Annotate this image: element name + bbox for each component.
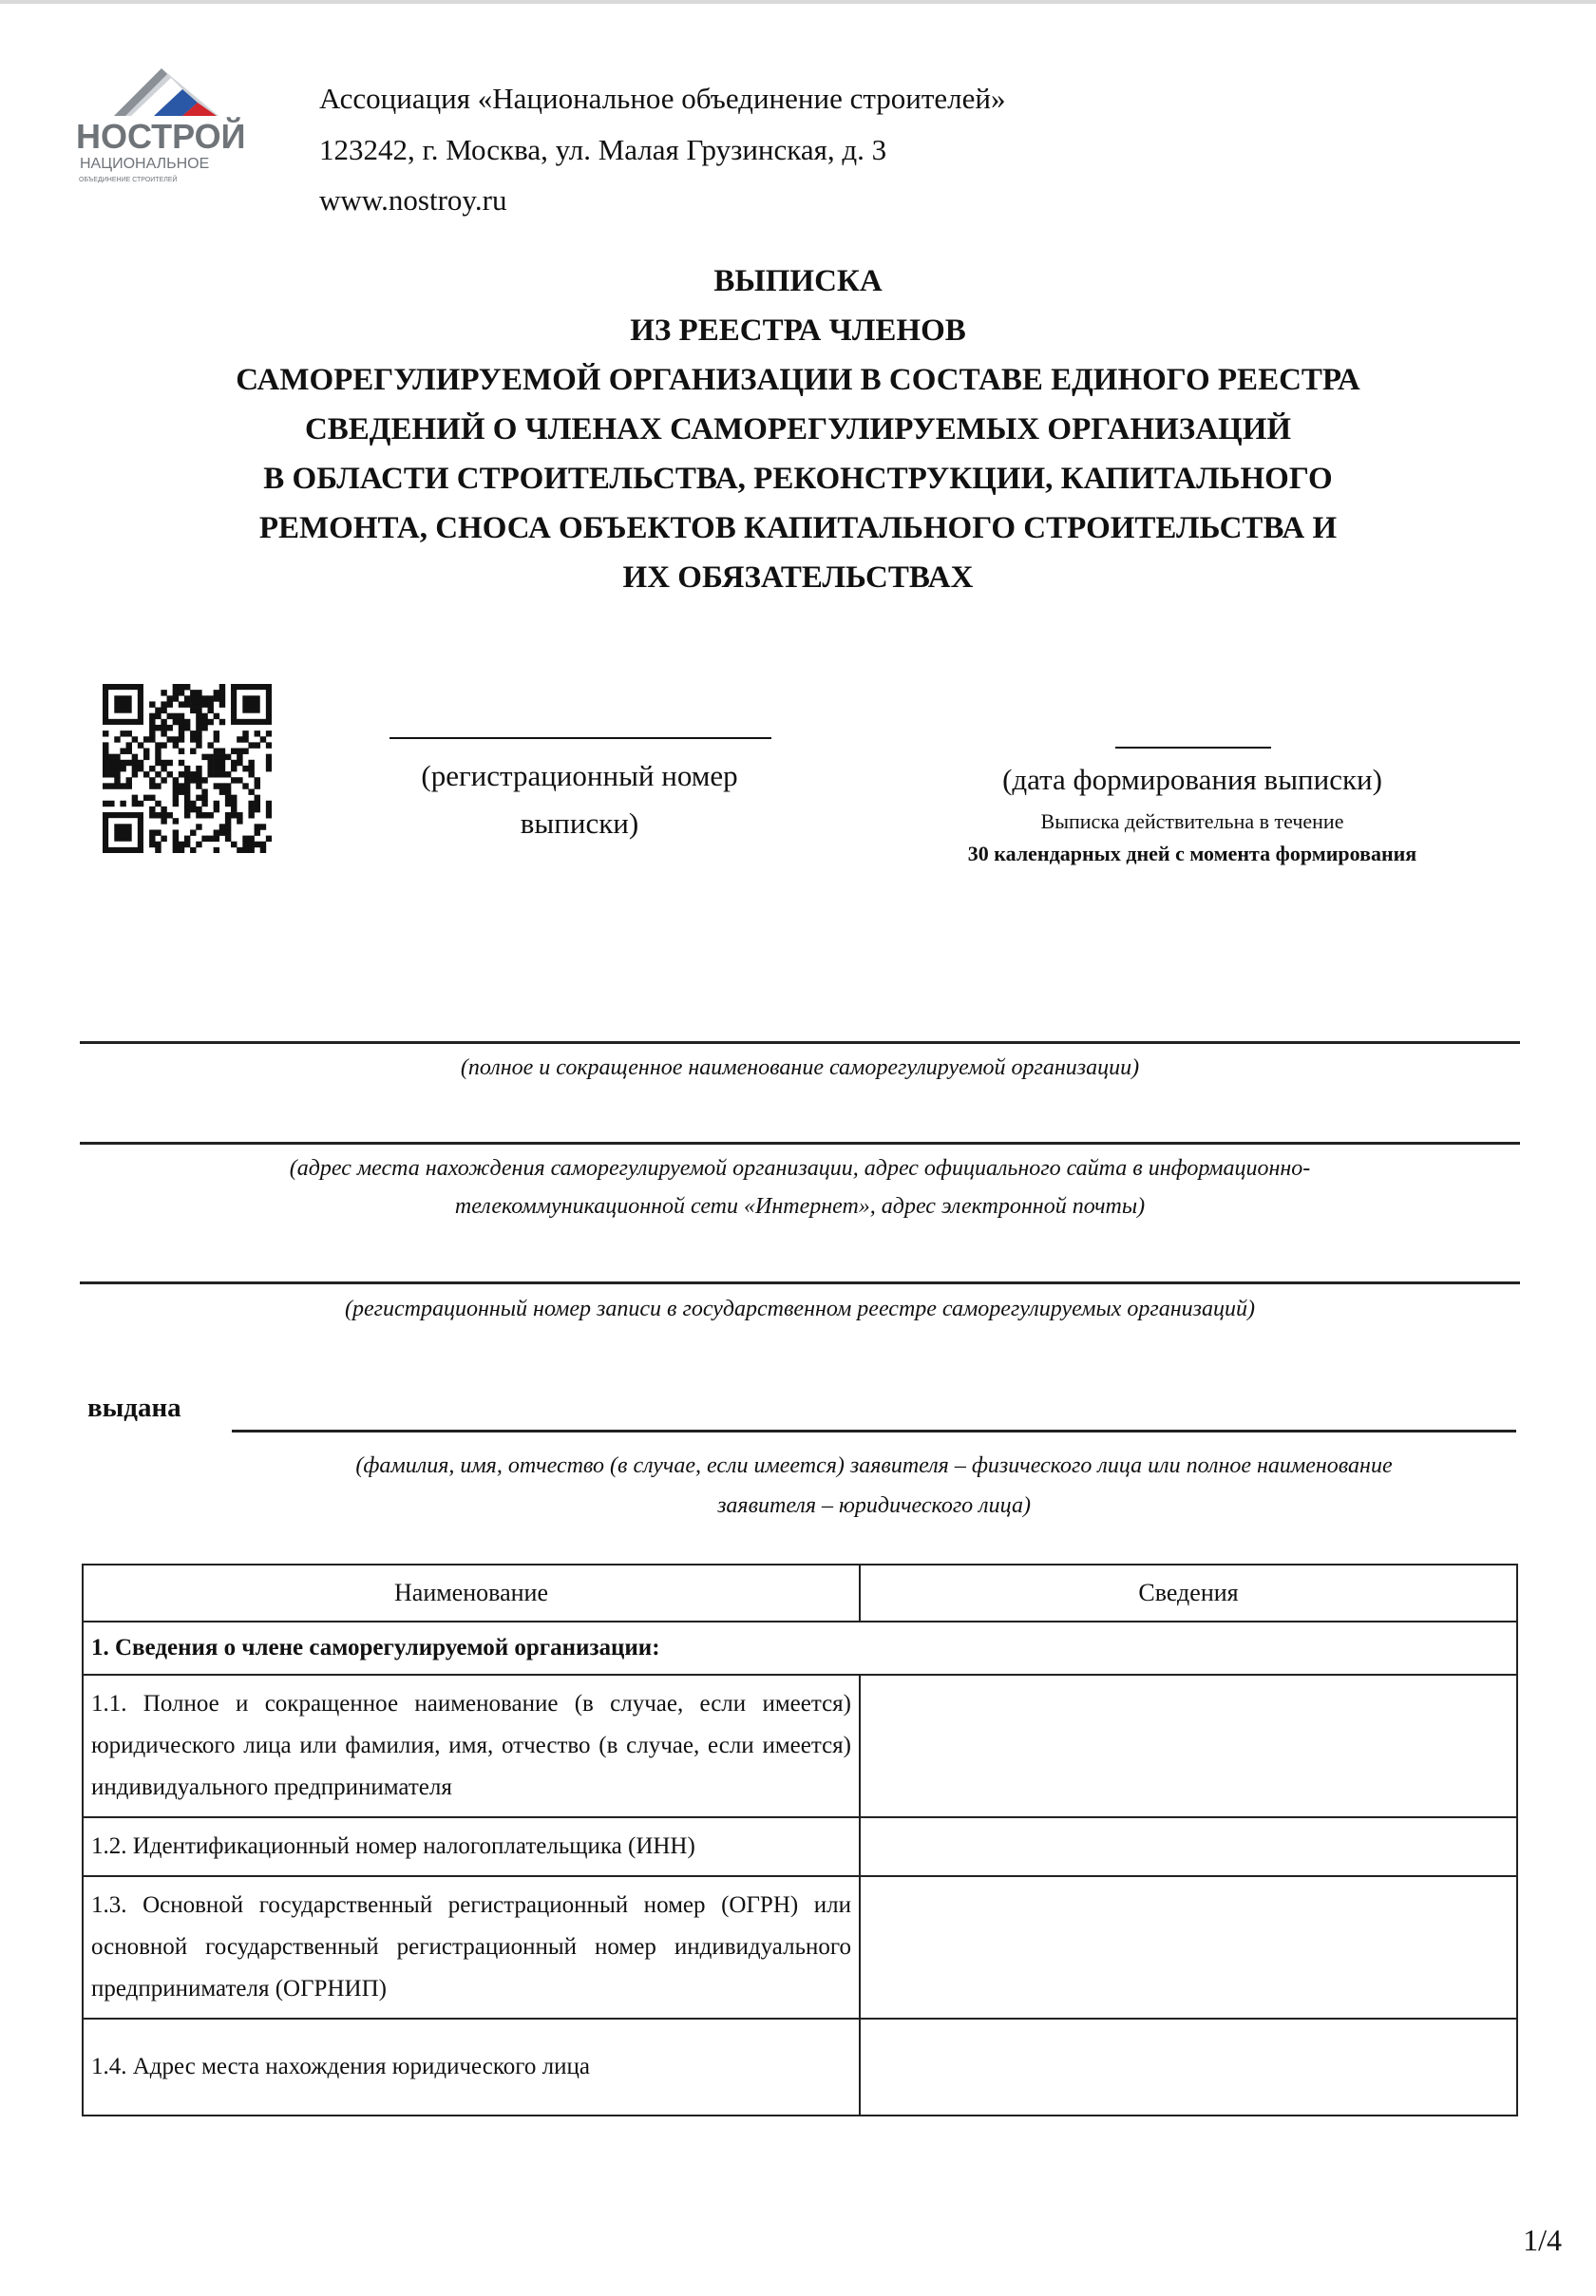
title-line: ИХ ОБЯЗАТЕЛЬСТВАХ xyxy=(622,560,974,595)
title-line: ВЫПИСКА xyxy=(713,264,883,298)
table-row xyxy=(83,1817,1517,1876)
applicant-caption-line: (фамилия, имя, отчество (в случае, если имеется) заявителя – физического лица или полное наименование xyxy=(355,1453,1393,1478)
sro-address-line xyxy=(80,1142,1520,1145)
sro-name-caption: (полное и сокращенное наименование саморегулируемой организации) xyxy=(460,1055,1140,1080)
row-value xyxy=(860,2019,1517,2116)
table-row xyxy=(83,1675,1517,1817)
table-header-row xyxy=(83,1565,1517,1622)
table-header-value: Сведения xyxy=(860,1565,1517,1622)
table-header-name: Наименование xyxy=(83,1565,860,1622)
table-row xyxy=(83,2019,1517,2116)
issued-label: выдана xyxy=(87,1393,181,1423)
org-name: Ассоциация «Национальное объединение строителей» xyxy=(319,82,1006,115)
sro-registration-caption: (регистрационный номер записи в государственном реестре саморегулируемых организаций) xyxy=(345,1297,1255,1321)
title-line: САМОРЕГУЛИРУЕМОЙ ОРГАНИЗАЦИИ В СОСТАВЕ ЕДИНОГО РЕЕСТРА xyxy=(236,363,1360,397)
sro-name-line xyxy=(80,1041,1520,1044)
row-label: 1.2. Идентификационный номер налогоплательщика (ИНН) xyxy=(83,1817,860,1876)
sro-address-caption-2: телекоммуникационной сети «Интернет», адрес электронной почты) xyxy=(454,1194,1146,1219)
sro-address-caption-1: (адрес места нахождения саморегулируемой организации, адрес официального сайта в информационно- xyxy=(289,1156,1311,1181)
page-top-border xyxy=(0,0,1596,4)
row-value xyxy=(860,1675,1517,1817)
logo-subline-2: ОБЪЕДИНЕНИЕ СТРОИТЕЛЕЙ xyxy=(79,177,178,183)
title-line: В ОБЛАСТИ СТРОИТЕЛЬСТВА, РЕКОНСТРУКЦИИ, КАПИТАЛЬНОГО xyxy=(263,462,1333,496)
member-info-table xyxy=(82,1564,1518,2116)
row-label: 1.1. Полное и сокращенное наименование (в случае, если имеется) юридического лица или фамилия, имя, отчество (в случае, если имеется) индивидуального предпринимателя xyxy=(83,1675,860,1817)
document-title xyxy=(133,256,1463,602)
row-label: 1.4. Адрес места нахождения юридического лица xyxy=(83,2019,860,2116)
registration-number-line xyxy=(390,737,771,739)
row-label: 1.3. Основной государственный регистрационный номер (ОГРН) или основной государственный регистрационный номер индивидуального предпринимателя (ОГРНИП) xyxy=(83,1876,860,2019)
validity-note: Выписка действительна в течение xyxy=(1040,809,1344,833)
page-number: 1/4 xyxy=(1523,2223,1562,2257)
title-line: СВЕДЕНИЙ О ЧЛЕНАХ САМОРЕГУЛИРУЕМЫХ ОРГАНИЗАЦИЙ xyxy=(304,412,1292,446)
applicant-caption xyxy=(232,1446,1516,1526)
row-value xyxy=(860,1876,1517,2019)
registration-number-caption xyxy=(380,752,779,847)
date-caption: (дата формирования выписки) xyxy=(1002,763,1382,796)
logo-wordmark: НОСТРОЙ xyxy=(76,117,246,156)
registration-number-caption-line: выписки) xyxy=(520,806,639,840)
org-website[interactable]: www.nostroy.ru xyxy=(319,183,507,217)
title-line: ИЗ РЕЕСТРА ЧЛЕНОВ xyxy=(630,313,966,348)
qr-code xyxy=(103,684,272,853)
table-section-row xyxy=(83,1622,1517,1675)
sro-registration-line xyxy=(80,1281,1520,1284)
title-line: РЕМОНТА, СНОСА ОБЪЕКТОВ КАПИТАЛЬНОГО СТРОИТЕЛЬСТВА И xyxy=(258,511,1338,545)
row-value xyxy=(860,1817,1517,1876)
table-row xyxy=(83,1876,1517,2019)
validity-note-bold: 30 календарных дней с момента формирования xyxy=(967,842,1417,865)
logo-subline-1: НАЦИОНАЛЬНОЕ xyxy=(80,156,210,172)
registration-number-caption-line: (регистрационный номер xyxy=(421,759,738,792)
section-title: 1. Сведения о члене саморегулируемой организации: xyxy=(83,1622,1517,1675)
applicant-caption-line: заявителя – юридического лица) xyxy=(717,1493,1031,1518)
date-line xyxy=(1115,747,1271,749)
applicant-line xyxy=(232,1430,1516,1433)
org-address: 123242, г. Москва, ул. Малая Грузинская, д. 3 xyxy=(319,133,887,166)
nostroy-logo xyxy=(76,61,256,194)
